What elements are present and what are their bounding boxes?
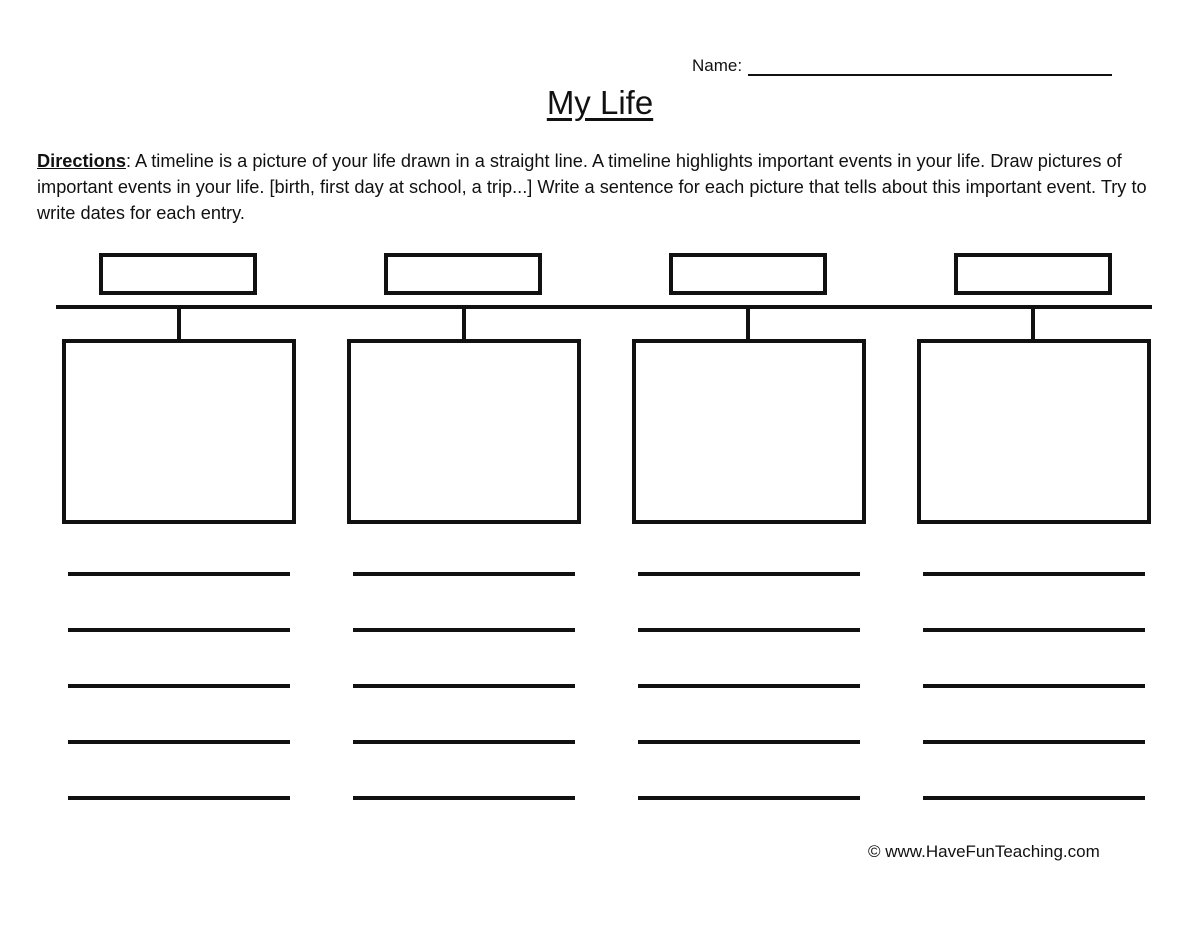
writing-line[interactable]: [923, 572, 1145, 576]
picture-box[interactable]: [62, 339, 296, 524]
writing-line[interactable]: [923, 684, 1145, 688]
writing-line[interactable]: [353, 628, 575, 632]
writing-line[interactable]: [638, 628, 860, 632]
writing-line[interactable]: [638, 796, 860, 800]
timeline-connector: [1031, 307, 1035, 341]
picture-box[interactable]: [347, 339, 581, 524]
writing-line[interactable]: [923, 740, 1145, 744]
timeline-connector: [746, 307, 750, 341]
name-row: [692, 56, 1112, 76]
date-box[interactable]: [669, 253, 827, 295]
directions-paragraph: [37, 148, 1167, 226]
writing-line[interactable]: [68, 628, 290, 632]
date-box[interactable]: [99, 253, 257, 295]
writing-line[interactable]: [923, 796, 1145, 800]
writing-line[interactable]: [353, 684, 575, 688]
timeline-line: [56, 305, 1152, 309]
copyright-footer: © www.HaveFunTeaching.com: [868, 842, 1100, 861]
directions-lead: Directions: [37, 151, 126, 171]
date-box[interactable]: [384, 253, 542, 295]
writing-line[interactable]: [353, 740, 575, 744]
writing-line[interactable]: [68, 572, 290, 576]
directions-text: : A timeline is a picture of your life drawn in a straight line. A timeline highlights important events in your life. Draw pictures of important events in your life. [birth, first day at school, a trip...] Write a sentence for each picture that tells about this important event. Try to write dates for each entry.: [37, 151, 1147, 223]
writing-line[interactable]: [638, 740, 860, 744]
date-box[interactable]: [954, 253, 1112, 295]
picture-box[interactable]: [632, 339, 866, 524]
timeline-connector: [462, 307, 466, 341]
page-title: My Life: [546, 84, 654, 121]
writing-line[interactable]: [638, 684, 860, 688]
writing-line[interactable]: [68, 684, 290, 688]
writing-line[interactable]: [353, 796, 575, 800]
name-field[interactable]: [748, 56, 1112, 76]
writing-line[interactable]: [638, 572, 860, 576]
timeline-connector: [177, 307, 181, 341]
writing-line[interactable]: [353, 572, 575, 576]
name-label: Name:: [692, 56, 743, 75]
writing-line[interactable]: [68, 740, 290, 744]
writing-line[interactable]: [68, 796, 290, 800]
picture-box[interactable]: [917, 339, 1151, 524]
writing-line[interactable]: [923, 628, 1145, 632]
